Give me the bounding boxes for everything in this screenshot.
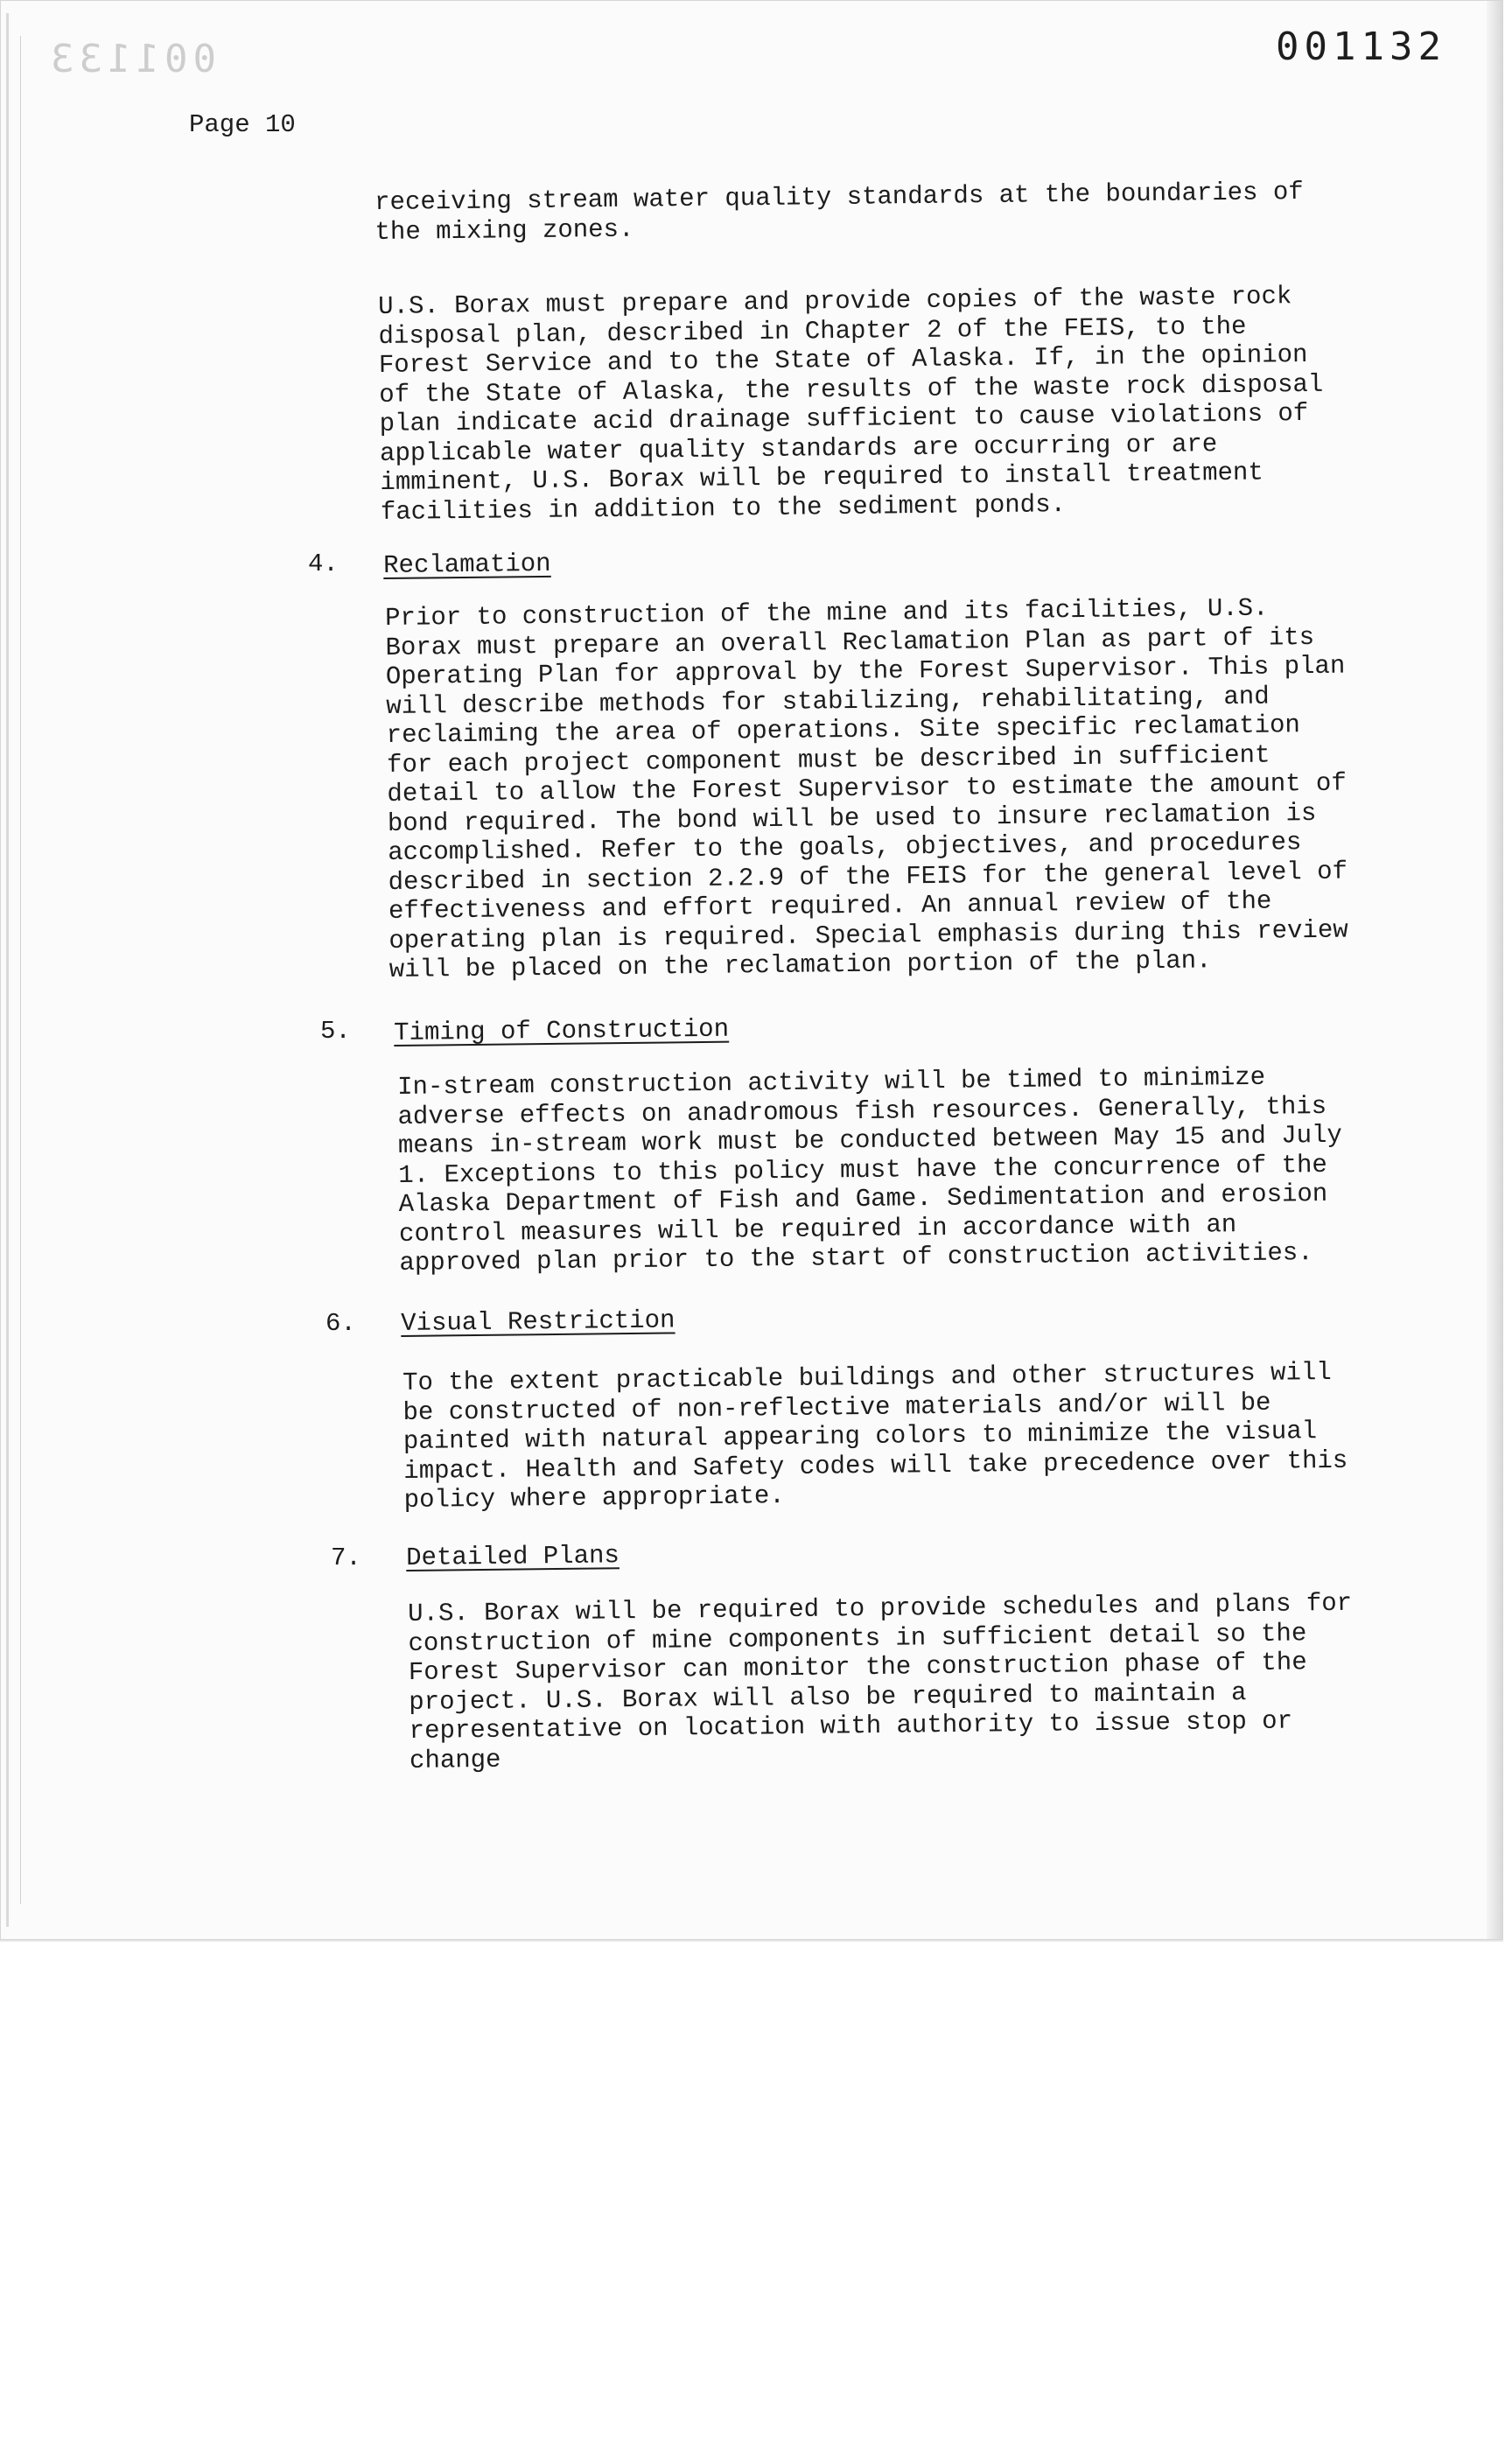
scan-edge-line (20, 36, 21, 1904)
section-title-visual: Visual Restriction (401, 1306, 676, 1338)
section-body-visual: To the extent practicable buildings and other structures will be constructed of non-reflective materials and/or will be painted with natural appearing colors to minimize the visual impact. Health and Safety codes will take precedence over this policy where appropriate. (402, 1357, 1348, 1515)
section-number-4: 4. (308, 550, 339, 578)
section-number-7: 7. (331, 1544, 361, 1572)
section-title-reclamation: Reclamation (383, 549, 551, 580)
bleed-through-number: 001133 (46, 37, 216, 81)
paragraph-water-quality-end: receiving stream water quality standards at the boundaries of the mixing zones. (374, 177, 1304, 247)
document-number: 001132 (1276, 24, 1446, 69)
section-title-timing: Timing of Construction (394, 1014, 730, 1047)
section-number-6: 6. (326, 1309, 356, 1338)
section-title-detailed-plans: Detailed Plans (406, 1541, 620, 1572)
paragraph-waste-rock: U.S. Borax must prepare and provide copies of the waste rock disposal plan, described in Chapter 2 of the FEIS, to the Forest Service and to the State of Alaska. If, in the opinion of the State of Alaska, the results of the waste rock disposal plan indicate acid drainage sufficient to cause violations of applicable water quality standards are occurring or are imminent, U.S. Borax will be required to install treatment facilities in addition to the sediment ponds. (378, 282, 1324, 527)
section-body-timing: In-stream construction activity will be timed to minimize adverse effects on anadromous fish resources. Generally, this means in-stream work must be conducted between May 15 and July 1. Exceptions to this policy must have the concurrence of the Alaska Department of Fish and Game. Sedimentation and erosion control measures will be required in accordance with an approved plan prior to the start of construction activities. (397, 1062, 1343, 1278)
section-number-5: 5. (320, 1017, 351, 1046)
section-body-reclamation: Prior to construction of the mine and its facilities, U.S. Borax must prepare an overall Reclamation Plan as part of its Operating Plan for approval by the Forest Supervisor. This plan will describe methods for stabilizing, rehabilitating, and reclaiming the area of operations. Site specific reclamation for each project component must be described in sufficient detail to allow the Forest Supervisor to estimate the amount of bond required. The bond will be used to insure reclamation is accomplished. Refer to the goals, objectives, and procedures described in section 2.2.9 of the FEIS for the general level of effectiveness and effort required. An annual review of the operating plan is required. Special emphasis during this review will be placed on the reclamation portion of the plan. (385, 593, 1348, 984)
section-body-detailed-plans: U.S. Borax will be required to provide schedules and plans for construction of mine components in sufficient detail so the Forest Supervisor can monitor the construction phase of the project. U.S. Borax will also be required to maintain a representative on location with authority to issue stop or change (408, 1588, 1353, 1775)
page-number: Page 10 (189, 110, 296, 139)
